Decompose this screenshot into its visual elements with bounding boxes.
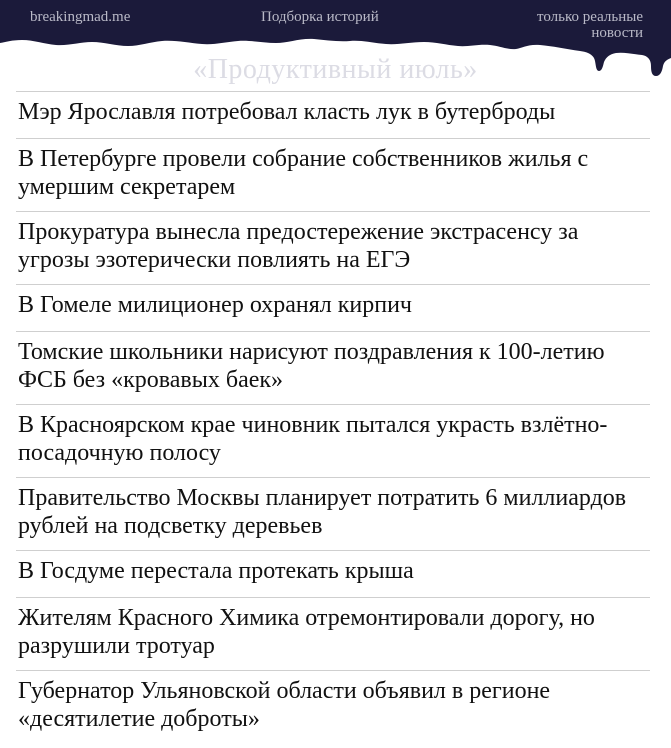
story-item[interactable] [16,550,650,597]
collection-title: «Продуктивный июль» [193,54,478,85]
story-headline-link[interactable]: Томские школьники нарисуют поздравления к 100-летию ФСБ без «кровавых баек» [18,339,605,393]
story-headline-link[interactable]: Прокуратура вынесла предостережение экстрасенсу за угрозы эзотерически повлиять на ЕГЭ [18,219,579,273]
story-list [16,91,650,743]
story-item[interactable] [16,670,650,743]
story-item[interactable] [16,404,650,477]
story-item[interactable] [16,91,650,138]
story-item[interactable] [16,211,650,284]
story-item[interactable] [16,597,650,670]
story-headline-link[interactable]: Жителям Красного Химика отремонтировали дорогу, но разрушили тротуар [18,605,595,659]
story-headline-link[interactable]: В Гомеле милиционер охранял кирпич [18,292,412,318]
story-item[interactable] [16,331,650,404]
section-label: Подборка историй [261,9,379,25]
story-headline-link[interactable]: Губернатор Ульяновской области объявил в регионе «десятилетие доброты» [18,678,551,732]
story-headline-link[interactable]: В Красноярском крае чиновник пытался украсть взлётно-посадочную полосу [18,412,608,466]
story-item[interactable] [16,284,650,331]
story-headline-link[interactable]: В Петербурге провели собрание собственников жилья с умершим секретарем [18,146,589,200]
story-headline-link[interactable]: Мэр Ярославля потребовал класть лук в бутерброды [18,99,556,125]
story-item[interactable] [16,477,650,550]
story-headline-link[interactable]: Правительство Москвы планирует потратить 6 миллиардов рублей на подсветку деревьев [18,485,627,539]
story-headline-link[interactable]: В Госдуме перестала протекать крыша [18,558,414,584]
site-name-link[interactable]: breakingmad.me [30,9,131,25]
story-item[interactable] [16,138,650,211]
site-tagline: только реальные новости [537,9,643,41]
